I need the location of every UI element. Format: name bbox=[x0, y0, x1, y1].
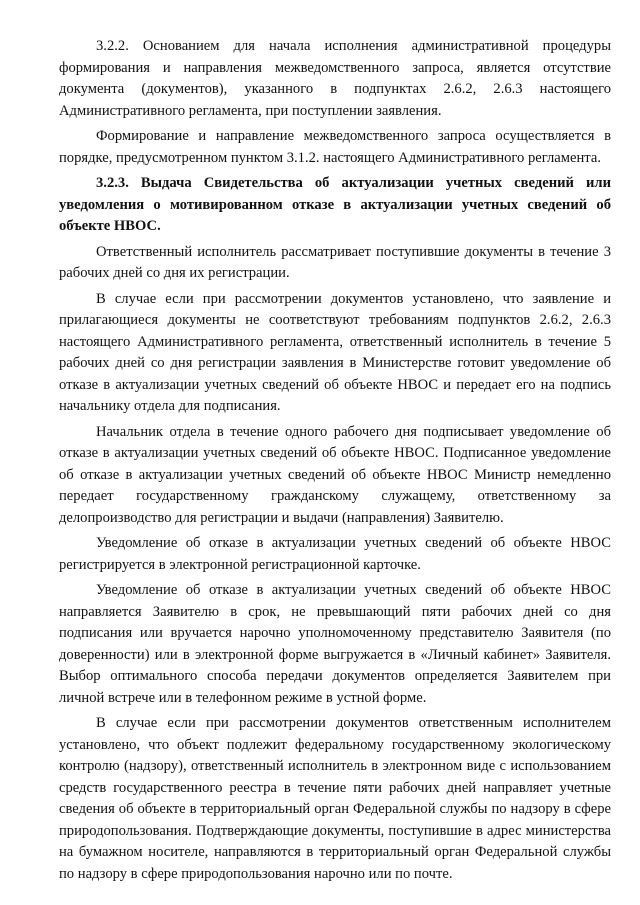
paragraph-registration: Уведомление об отказе в актуализации учетных сведений об объекте НВОС регистрируется в электронной регистрационной карточке. bbox=[59, 535, 611, 573]
paragraph-request-procedure: Формирование и направление межведомственного запроса осуществляется в порядке, предусмотренном пунктом 3.1.2. настоящего Административного регламента. bbox=[59, 128, 611, 166]
paragraph-3-2-3-heading: 3.2.3. Выдача Свидетельства об актуализации учетных сведений или уведомления о мотивированном отказе в актуализации учетных сведений об объекте НВОС. bbox=[59, 175, 611, 234]
paragraph-3-2-2: 3.2.2. Основанием для начала исполнения административной процедуры формирования и направления межведомственного запроса, является отсутствие документа (документов), указанного в подпунктах 2.6.2, 2.6.3 настоящего Административного регламента, при поступлении заявления. bbox=[59, 38, 611, 119]
paragraph-noncompliance: В случае если при рассмотрении документов установлено, что заявление и прилагающиеся документы не соответствуют требованиям подпунктов 2.6.2, 2.6.3 настоящего Административного регламента, ответственный исполнитель в течение 5 рабочих дней со дня регистрации заявления в Министерстве готовит уведомление об отказе в актуализации учетных сведений об объекте НВОС и передает его на подпись начальнику отдела для подписания. bbox=[59, 290, 611, 414]
paragraph-review-period: Ответственный исполнитель рассматривает поступившие документы в течение 3 рабочих дней со дня их регистрации. bbox=[59, 243, 611, 281]
paragraph-signing: Начальник отдела в течение одного рабочего дня подписывает уведомление об отказе в актуализации учетных сведений об объекте НВОС. Подписанное уведомление об отказе в актуализации учетных сведений об объекте НВОС Министр немедленно передает государственному гражданскому служащему, ответственному за делопроизводство для регистрации и выдачи (направления) Заявителю. bbox=[59, 423, 611, 526]
document-page bbox=[59, 36, 611, 889]
paragraph-federal-control: В случае если при рассмотрении документов ответственным исполнителем установлено, что объект подлежит федеральному государственному экологическому контролю (надзору), ответственный исполнитель в электронном виде с использованием средств государственного реестра в течение пяти рабочих дней направляет учетные сведения об объекте в территориальный орган Федеральной службы по надзору в сфере природопользования. Подтверждающие документы, поступившие в адрес министерства на бумажном носителе, направляются в территориальный орган Федеральной службы по надзору в сфере природопользования нарочно или по почте. bbox=[59, 715, 611, 882]
paragraph-delivery: Уведомление об отказе в актуализации учетных сведений об объекте НВОС направляется Заявителю в срок, не превышающий пяти рабочих дней со дня подписания или вручается нарочно уполномоченному представителю Заявителя (по доверенности) или в электронной форме выгружается в «Личный кабинет» Заявителя. Выбор оптимального способа передачи документов определяется Заявителем при личной встрече или в телефонном режиме в устной форме. bbox=[59, 582, 611, 706]
